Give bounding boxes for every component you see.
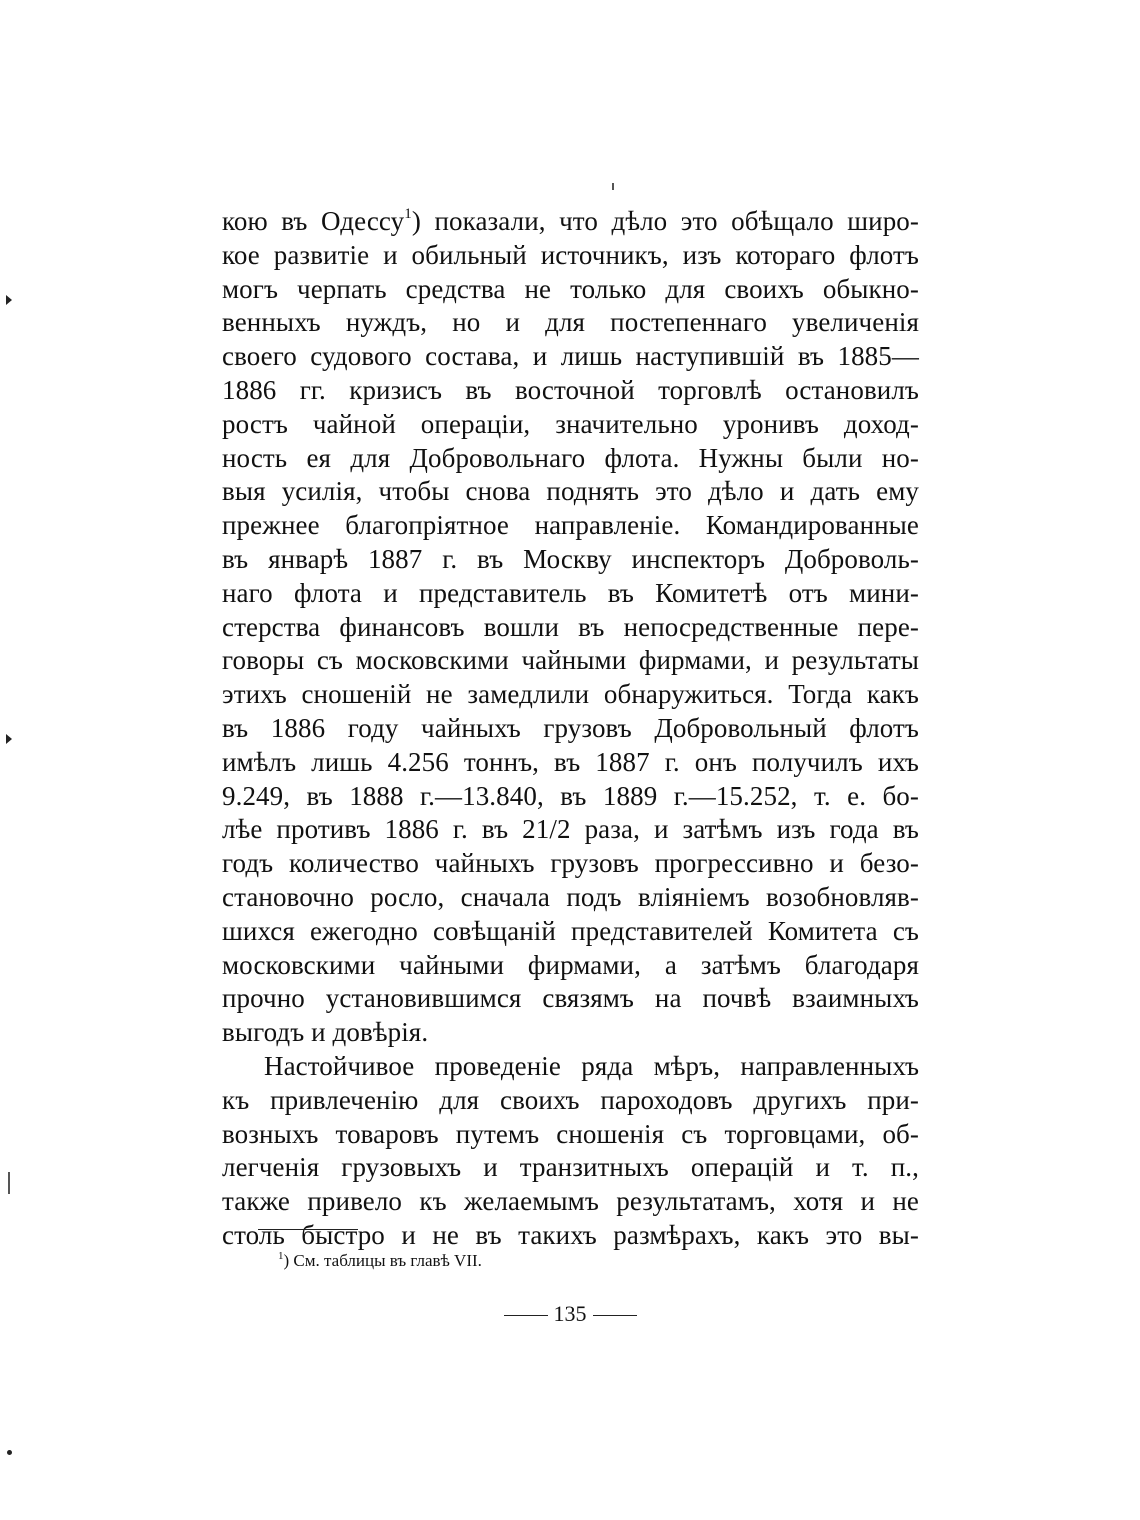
line-text: кою въ Одессу (222, 206, 405, 236)
footnote-reference[interactable]: 1 (404, 206, 412, 222)
scan-mark-icon (8, 1172, 10, 1194)
text-line: легченія грузовыхъ и транзитныхъ операцій и т. п., (222, 1152, 919, 1183)
footnote-marker: 1 (278, 1250, 284, 1262)
body-text (222, 205, 919, 1253)
page-number-line (0, 1301, 1140, 1327)
text-line: стерства финансовъ вошли въ непосредственные пере- (222, 611, 919, 642)
footnote-text: ) См. таблицы въ главѣ VII. (283, 1251, 482, 1270)
text-line: годъ количество чайныхъ грузовъ прогрессивно и безо- (222, 848, 919, 879)
footnote-divider (258, 1229, 358, 1230)
text-line: въ 1886 году чайныхъ грузовъ Добровольный флотъ (222, 712, 919, 743)
text-line: становочно росло, сначала подъ вліяніемъ возобновляв- (222, 881, 919, 912)
text-line (222, 205, 919, 239)
text-line: этихъ сношеній не замедлили обнаружиться. Тогда какъ (222, 679, 919, 710)
text-line: кое развитіе и обильный источникъ, изъ котораго флотъ (222, 239, 919, 270)
scan-mark-icon (7, 1450, 12, 1455)
text-line (222, 813, 919, 847)
text-line: говоры съ московскими чайными фирмами, и результаты (222, 645, 919, 676)
text-line: ность ея для Добровольнаго флота. Нужны были но- (222, 442, 919, 473)
scan-mark-icon (6, 295, 12, 305)
text-line: выя усилія, чтобы снова поднять это дѣло и дать ему (222, 476, 919, 507)
line-text: ) показали, что дѣло это обѣщало широ- (411, 206, 919, 236)
text-line: московскими чайными фирмами, а затѣмъ благодаря (222, 949, 919, 980)
text-line: имѣлъ лишь 4.256 тоннъ, въ 1887 г. онъ получилъ ихъ (222, 746, 919, 777)
text-line: Настойчивое проведеніе ряда мѣръ, направленныхъ (264, 1050, 919, 1081)
text-line: шихся ежегодно совѣщаній представителей Комитета съ (222, 915, 919, 946)
text-line: своего судового состава, и лишь наступившій въ 1885— (222, 341, 919, 372)
text-line: выгодъ и довѣрія. (222, 1017, 429, 1048)
text-line: прежнее благопріятное направленіе. Командированные (222, 510, 919, 541)
text-line: къ привлеченію для своихъ пароходовъ другихъ при- (222, 1084, 919, 1115)
text-line: 1886 гг. кризисъ въ восточной торговлѣ остановилъ (222, 374, 919, 405)
text-line: также привело къ желаемымъ результатамъ, хотя и не (222, 1186, 919, 1217)
text-line: возныхъ товаровъ путемъ сношенія съ торговцами, об- (222, 1118, 919, 1149)
page-number-right-dash (593, 1315, 637, 1316)
page-number-left-dash (504, 1315, 548, 1316)
line-text: лѣе противъ 1886 г. въ 2 (222, 814, 536, 845)
text-line: ростъ чайной операціи, значительно уронивъ доход- (222, 408, 919, 439)
line-text: раза, и затѣмъ изъ года въ (570, 814, 919, 845)
text-line: могъ черпать средства не только для своихъ обыкно- (222, 273, 919, 304)
text-line: венныхъ нуждъ, но и для постепеннаго увеличенія (222, 307, 919, 338)
scan-mark-icon (6, 734, 12, 744)
fraction: 1/2 (535, 814, 571, 845)
text-line: наго флота и представитель въ Комитетѣ отъ мини- (222, 577, 919, 608)
footnote (278, 1250, 482, 1272)
page-number: 135 (553, 1301, 587, 1326)
text-line: 9.249, въ 1888 г.—13.840, въ 1889 г.—15.252, т. е. бо- (222, 780, 919, 811)
text-line: столь быстро и не въ такихъ размѣрахъ, какъ это вы- (222, 1219, 919, 1250)
text-line: прочно установившимся связямъ на почвѣ взаимныхъ (222, 983, 919, 1014)
text-line: въ январѣ 1887 г. въ Москву инспекторъ Доброволь- (222, 543, 919, 574)
scan-mark-icon (612, 183, 614, 190)
